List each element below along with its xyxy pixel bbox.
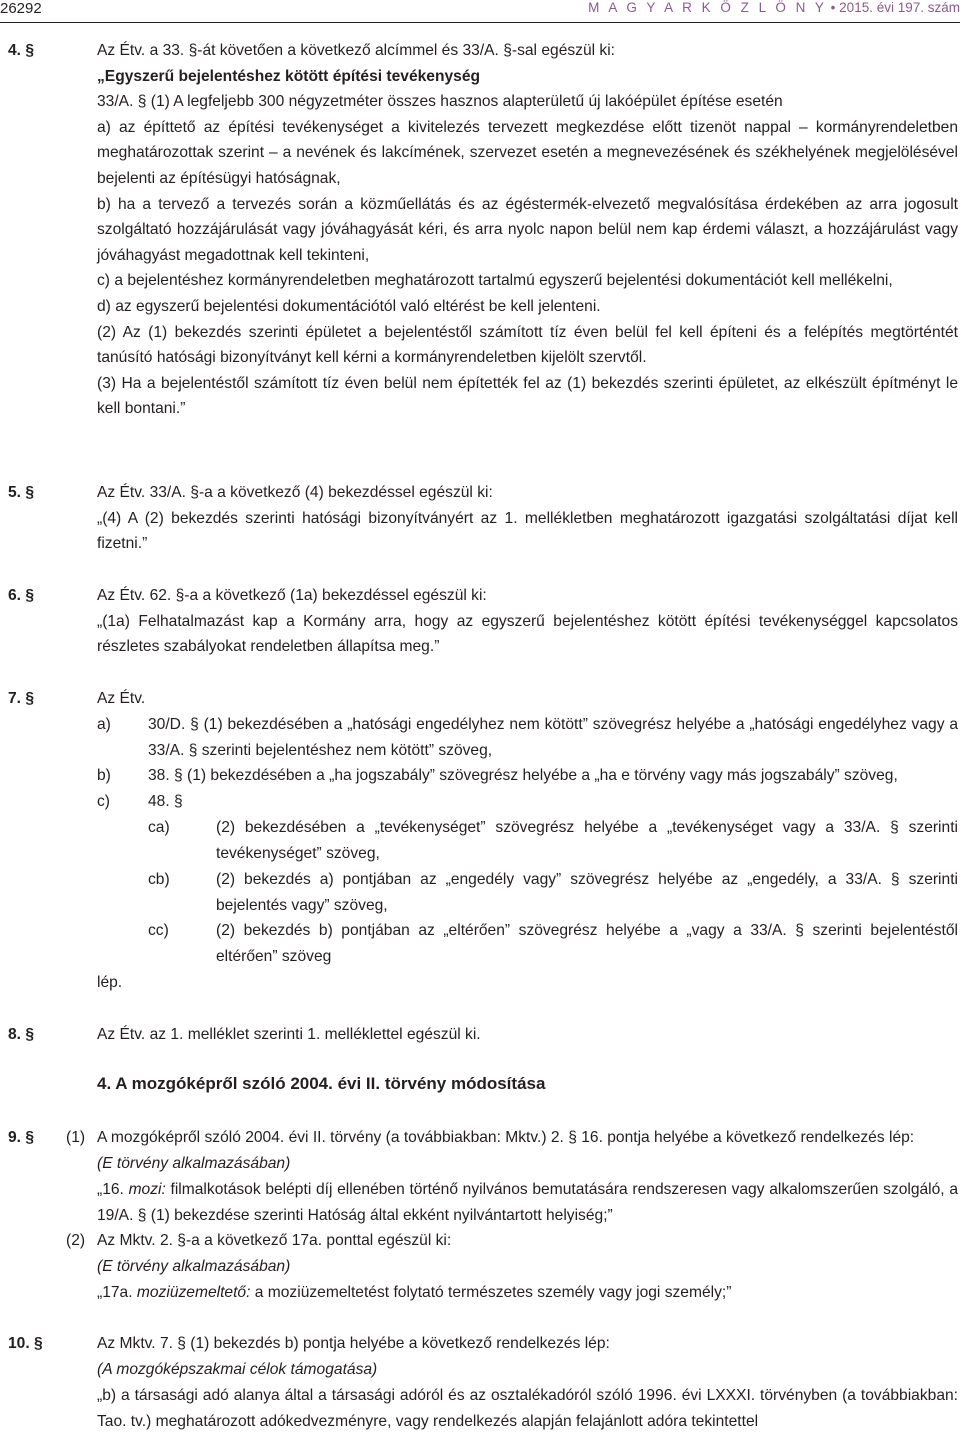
point-c-text: 48. § xyxy=(148,793,183,810)
point-b-text: 38. § (1) bekezdésében a „ha jogszabály” szövegrész helyébe a „ha e törvény vagy más jogszabály” szöveg, xyxy=(148,767,898,784)
quoted-text: „(4) A (2) bekezdés szerinti hatósági bizonyítványért az 1. mellékletben meghatározott igazgatási szolgáltatási díjat kell fizetni.” xyxy=(97,509,958,553)
paragraph-2-quote xyxy=(97,1280,731,1306)
section-number: 4. § xyxy=(8,42,35,59)
defined-term: mozi: xyxy=(128,1181,166,1198)
quoted-text: „b) a társasági adó alanya által a társasági adóról és az osztalékadóról szóló 1996. évi LXXXI. törvényben (a továbbiakban: Tao. tv.) meghatározott adókedvezményre, vagy rendelkezés alapján felajánlott adóra tekintettel xyxy=(97,1387,958,1430)
paragraph-3: (3) Ha a bejelentéstől számított tíz éven belül nem építették fel az (1) bekezdés szerinti épületet, az elkészült építményt le kell bontani.” xyxy=(97,374,958,418)
paragraph-1-text: A mozgóképről szóló 2004. évi II. törvény (a továbbiakban: Mktv.) 2. § 16. pontja helyébe a következő rendelkezés lép: xyxy=(97,1129,915,1146)
point-b-label: b) xyxy=(97,767,111,784)
point-cb-text: (2) bekezdés a) pontjában az „engedély vagy” szövegrész helyébe az „engedély, a 33/A. § szerinti bejelentés vagy” szöveg, xyxy=(216,871,958,914)
section-number: 9. § xyxy=(8,1129,35,1146)
section-number: 10. § xyxy=(8,1335,43,1352)
quote-rest: a moziüzemeltetést folytató természetes személy vagy jogi személy;” xyxy=(250,1284,732,1301)
section-body xyxy=(97,480,958,557)
paragraph-2-context: (E törvény alkalmazásában) xyxy=(97,1258,291,1275)
section-text: Az Étv. az 1. melléklet szerinti 1. melléklettel egészül ki. xyxy=(97,1026,481,1043)
point-ca-text: (2) bekezdésében a „tevékenységet” szövegrész helyébe a „tevékenységet vagy a 33/A. § szerinti tevékenységet” szöveg, xyxy=(216,819,958,862)
intro-text: Az Étv. 33/A. §-a a következő (4) bekezdéssel egészül ki: xyxy=(97,484,493,501)
paragraph-1-context: (E törvény alkalmazásában) xyxy=(97,1155,291,1172)
intro-text: Az Étv. xyxy=(97,690,146,707)
point-cc-text: (2) bekezdés b) pontjában az „eltérően” szövegrész helyébe a „vagy a 33/A. § szerinti bejelentéstől eltérően” szöveg xyxy=(216,922,958,965)
quoted-text: „(1a) Felhatalmazást kap a Kormány arra, hogy az egyszerű bejelentéshez kötött építési tevékenységgel kapcsolatos részletes szabályokat rendeletben állapítsa meg.” xyxy=(97,612,958,656)
header-rule xyxy=(0,22,960,23)
paragraph-2-label: (2) xyxy=(66,1232,86,1249)
paragraph-1: 33/A. § (1) A legfeljebb 300 négyzetméter összes hasznos alapterületű új lakóépület építése esetén xyxy=(97,93,783,111)
chapter-heading: 4. A mozgóképről szóló 2004. évi II. törvény módosítása xyxy=(97,1074,546,1093)
point-a-label: a) xyxy=(97,716,111,733)
paragraph-2-text: Az Mktv. 2. §-a a következő 17a. ponttal egészül ki: xyxy=(97,1232,452,1249)
point-cb-label: cb) xyxy=(148,871,170,888)
quote-prefix: „16. xyxy=(97,1181,129,1198)
page-number: 26292 xyxy=(0,0,42,17)
section-number: 5. § xyxy=(8,484,35,501)
section-body xyxy=(97,583,958,660)
bullet-separator: • xyxy=(830,0,836,15)
intro-text: Az Étv. 62. §-a a következő (1a) bekezdéssel egészül ki: xyxy=(97,587,487,604)
point-c: c) a bejelentéshez kormányrendeletben meghatározott tartalmú egyszerű bejelentési dokumentációt kell mellékelni, xyxy=(97,272,893,290)
paragraph-2: (2) Az (1) bekezdés szerinti épületet a bejelentéstől számított tíz éven belül fel kell építeni és a felépítés megtörténtét tanúsító hatósági bizonyítványt kell kérni a kormányrendeletben kijelölt szervtől. xyxy=(97,323,958,367)
defined-term: moziüzemeltető: xyxy=(136,1284,251,1301)
closing-word: lép. xyxy=(97,974,123,991)
subtitle-heading: „Egyszerű bejelentéshez kötött építési tevékenység xyxy=(97,67,481,85)
journal-title xyxy=(588,0,960,15)
point-c-label: c) xyxy=(97,793,110,810)
point-b: b) ha a tervező a tervezés során a közműellátás és az égéstermék-elvezető megvalósítása érdekében az arra jogosult szolgáltató hozzájárulását vagy jóváhagyását kéri, és arra nyolc napon belül nem kap érdemi választ, a hozzájárulást vagy jóváhagyást megadottnak kell tekinteni, xyxy=(97,195,958,264)
paragraph-1-quote xyxy=(97,1177,958,1228)
context-text: (A mozgóképszakmai célok támogatása) xyxy=(97,1361,378,1378)
point-ca-label: ca) xyxy=(148,819,170,836)
section-number: 6. § xyxy=(8,587,35,604)
section-number: 7. § xyxy=(8,690,35,707)
point-a: a) az építtető az építési tevékenységet a kivitelezés tervezett megkezdése előtt tizenöt nappal – kormányrendeletben meghatározottak szerint – a nevének és lakcímének, szervezet esetén a megnevezésének és székhelyének megjelölésével bejelenti az építésügyi hatóságnak, xyxy=(97,118,958,187)
paragraph-1-label: (1) xyxy=(66,1129,86,1146)
point-a-text: 30/D. § (1) bekezdésében a „hatósági engedélyhez nem kötött” szövegrész helyébe a „hatósági engedélyhez vagy a 33/A. § szerinti bejelentéshez nem kötött” szöveg, xyxy=(148,716,958,759)
intro-text: Az Étv. a 33. §-át követően a következő alcímmel és 33/A. §-sal egészül ki: xyxy=(97,42,616,59)
section-body xyxy=(97,38,958,422)
section-number: 8. § xyxy=(8,1026,35,1043)
intro-text: Az Mktv. 7. § (1) bekezdés b) pontja helyébe a következő rendelkezés lép: xyxy=(97,1335,610,1352)
journal-name: M A G Y A R K Ö Z L Ö N Y xyxy=(588,0,827,15)
point-d: d) az egyszerű bejelentési dokumentációtól való eltérést be kell jelenteni. xyxy=(97,297,601,315)
quote-rest: filmalkotások belépti díj ellenében történő nyilvános bemutatására rendszeresen vagy alkalomszerűen szolgáló, a 19/A. § (1) bekezdése szerinti Hatóság által ekként nyilvántartott helyiség;” xyxy=(97,1181,959,1224)
issue-number: 2015. évi 197. szám xyxy=(839,0,960,15)
point-cc-label: cc) xyxy=(148,922,169,939)
quote-prefix: „17a. xyxy=(97,1284,137,1301)
